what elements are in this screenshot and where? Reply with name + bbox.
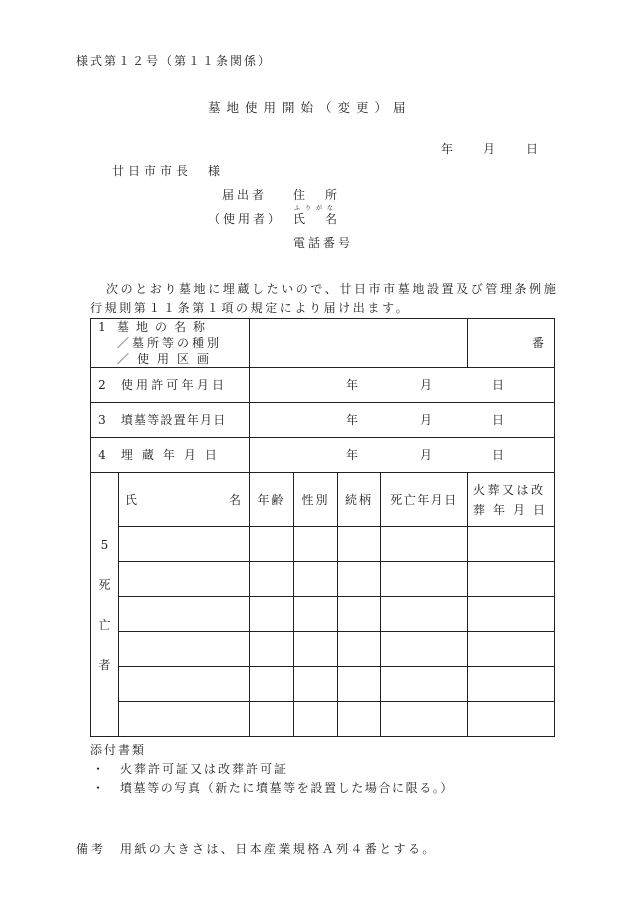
deceased-age-cell[interactable] — [250, 527, 294, 562]
deceased-name-cell[interactable] — [119, 597, 250, 632]
deceased-relation-cell[interactable] — [338, 527, 381, 562]
permit-date-value[interactable] — [250, 368, 555, 403]
plot-number-suffix: 番 — [531, 336, 544, 350]
deceased-row — [91, 702, 555, 737]
deceased-sex-cell[interactable] — [294, 702, 338, 737]
deceased-row — [91, 667, 555, 702]
row-3-number: 3 — [98, 413, 106, 427]
deceased-side-char-2: 亡 — [98, 617, 111, 632]
form-title: 墓地使用開始（変更）届 — [208, 100, 412, 115]
permit-date-month-unit: 月 — [420, 378, 433, 392]
plot-type-label: ／墓所等の種別 — [117, 336, 223, 350]
burial-date-label-cell — [91, 438, 250, 473]
deceased-relation-cell[interactable] — [338, 632, 381, 667]
deceased-sex-cell[interactable] — [294, 632, 338, 667]
header-cremation-line-2: 葬年月日 — [473, 502, 554, 517]
notifier-label: 届出者 — [222, 188, 268, 202]
header-name — [119, 473, 250, 527]
remark-label: 備考 — [76, 842, 107, 856]
deceased-death-date-cell[interactable] — [381, 632, 468, 667]
deceased-age-cell[interactable] — [250, 702, 294, 737]
addressee: 廿日市市長 様 — [112, 164, 225, 178]
permit-date-label: 使用許可年月日 — [120, 378, 228, 392]
deceased-name-cell[interactable] — [119, 527, 250, 562]
deceased-cremation-date-cell[interactable] — [468, 562, 555, 597]
deceased-sex-cell[interactable] — [294, 562, 338, 597]
deceased-sex-cell[interactable] — [294, 597, 338, 632]
date-month: 月 — [483, 142, 496, 156]
header-name-right: 名 — [228, 492, 241, 507]
deceased-death-date-cell[interactable] — [381, 667, 468, 702]
remark-text: 用紙の大きさは、日本産業規格Ａ列４番とする。 — [120, 842, 437, 856]
deceased-age-cell[interactable] — [250, 562, 294, 597]
notification-table — [90, 318, 555, 737]
row-permit-date — [91, 368, 555, 403]
row-burial-date — [91, 438, 555, 473]
row-5-number: 5 — [100, 537, 109, 552]
deceased-row — [91, 527, 555, 562]
header-cremation-line-1: 火葬又は改 — [473, 482, 546, 497]
form-number: 様式第１２号（第１１条関係） — [76, 54, 273, 68]
header-sex: 性別 — [294, 473, 338, 527]
burial-date-day-unit: 日 — [492, 448, 505, 462]
row-2-number: 2 — [98, 378, 106, 392]
cemetery-label-cell — [91, 319, 250, 368]
attachment-bullet-1: ・ — [92, 762, 105, 776]
attachment-item-2: 墳墓等の写真（新たに墳墓等を設置した場合に限る。） — [120, 781, 455, 795]
tomb-date-year-unit: 年 — [346, 413, 359, 427]
header-relation: 続柄 — [338, 473, 381, 527]
deceased-row — [91, 597, 555, 632]
deceased-death-date-cell[interactable] — [381, 562, 468, 597]
date-year: 年 — [441, 142, 454, 156]
deceased-header-row — [91, 473, 555, 527]
header-age: 年齢 — [250, 473, 294, 527]
permit-date-label-cell — [91, 368, 250, 403]
notifier-user-label: （使用者） — [208, 212, 284, 226]
tomb-date-label: 墳墓等設置年月日 — [120, 413, 227, 427]
row-cemetery — [91, 319, 555, 368]
deceased-name-cell[interactable] — [119, 667, 250, 702]
header-name-left: 氏 — [125, 492, 138, 507]
deceased-row — [91, 562, 555, 597]
burial-date-year-unit: 年 — [346, 448, 359, 462]
deceased-side-char-1: 死 — [98, 577, 111, 592]
date-day: 日 — [526, 142, 539, 156]
attachments-title: 添付書類 — [90, 743, 147, 757]
deceased-age-cell[interactable] — [250, 597, 294, 632]
deceased-death-date-cell[interactable] — [381, 597, 468, 632]
deceased-cremation-date-cell[interactable] — [468, 632, 555, 667]
deceased-sex-cell[interactable] — [294, 527, 338, 562]
deceased-sex-cell[interactable] — [294, 667, 338, 702]
deceased-death-date-cell[interactable] — [381, 527, 468, 562]
cemetery-name-label: 墓地の名称 — [117, 320, 213, 334]
header-cremation-date — [468, 473, 555, 527]
deceased-cremation-date-cell[interactable] — [468, 667, 555, 702]
body-text-line-2: 行規則第１１条第１項の規定により届け出ます。 — [90, 301, 411, 315]
deceased-cremation-date-cell[interactable] — [468, 527, 555, 562]
row-4-number: 4 — [98, 448, 106, 462]
deceased-cremation-date-cell[interactable] — [468, 597, 555, 632]
body-text-line-1: 次のとおり墓地に埋蔵したいので、廿日市市墓地設置及び管理条例施 — [106, 282, 559, 296]
notifier-phone-label: 電話番号 — [293, 236, 354, 250]
deceased-side-char-3: 者 — [98, 657, 111, 672]
tomb-date-label-cell — [91, 403, 250, 438]
deceased-relation-cell[interactable] — [338, 597, 381, 632]
row-tomb-date — [91, 403, 555, 438]
deceased-name-cell[interactable] — [119, 562, 250, 597]
tomb-date-value[interactable] — [250, 403, 555, 438]
deceased-age-cell[interactable] — [250, 632, 294, 667]
plot-section-label: ／使用区画 — [117, 352, 218, 366]
deceased-name-cell[interactable] — [119, 702, 250, 737]
deceased-relation-cell[interactable] — [338, 667, 381, 702]
deceased-side-label — [91, 473, 119, 737]
deceased-name-cell[interactable] — [119, 632, 250, 667]
deceased-death-date-cell[interactable] — [381, 702, 468, 737]
plot-number-cell[interactable] — [468, 319, 555, 368]
notifier-name-label: 氏 名 — [293, 212, 342, 226]
permit-date-year-unit: 年 — [346, 378, 359, 392]
header-death-date: 死亡年月日 — [381, 473, 468, 527]
tomb-date-month-unit: 月 — [420, 413, 433, 427]
burial-date-month-unit: 月 — [420, 448, 433, 462]
furigana-label: ふりがな — [294, 205, 339, 212]
tomb-date-day-unit: 日 — [492, 413, 505, 427]
attachment-item-1: 火葬許可証又は改葬許可証 — [120, 762, 289, 776]
deceased-row — [91, 632, 555, 667]
row-1-number: 1 — [98, 320, 106, 334]
notifier-address-label: 住 所 — [293, 188, 342, 202]
burial-date-label: 埋蔵年月日 — [120, 448, 226, 462]
deceased-relation-cell[interactable] — [338, 702, 381, 737]
burial-date-value[interactable] — [250, 438, 555, 473]
attachment-bullet-2: ・ — [92, 781, 105, 795]
deceased-age-cell[interactable] — [250, 667, 294, 702]
cemetery-value-cell[interactable] — [250, 319, 468, 368]
deceased-cremation-date-cell[interactable] — [468, 702, 555, 737]
deceased-relation-cell[interactable] — [338, 562, 381, 597]
permit-date-day-unit: 日 — [492, 378, 505, 392]
